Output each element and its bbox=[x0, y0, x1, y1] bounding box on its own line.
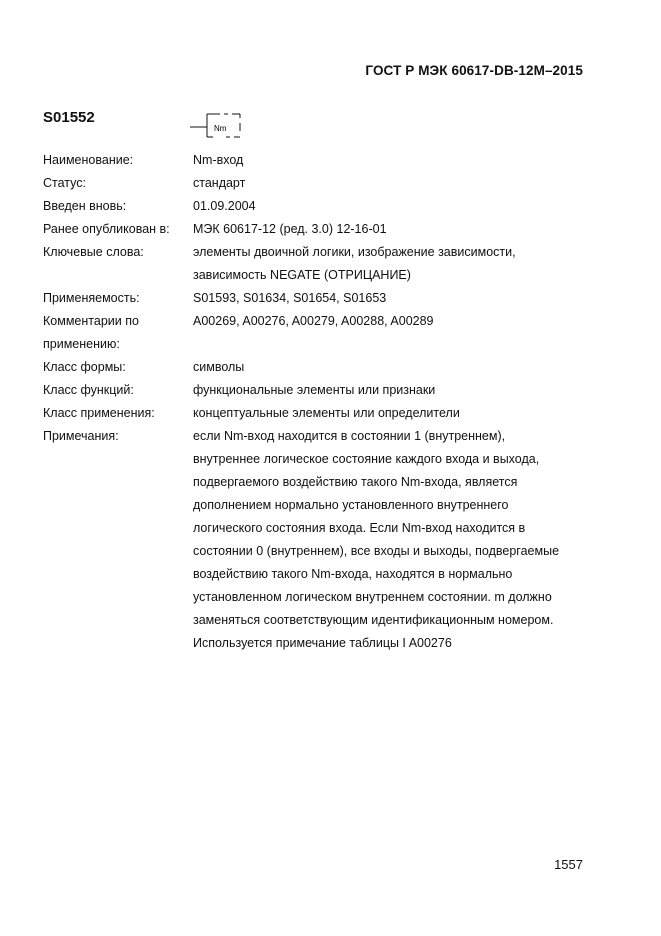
field-published bbox=[43, 218, 603, 241]
field-label: Ранее опубликован в: bbox=[43, 222, 170, 236]
field-value: A00269, A00276, A00279, A00288, A00289 bbox=[193, 314, 434, 328]
field-label: Ключевые слова: bbox=[43, 245, 144, 259]
field-label: Применяемость: bbox=[43, 291, 140, 305]
field-list bbox=[43, 149, 603, 655]
field-value: 01.09.2004 bbox=[193, 199, 256, 213]
standard-title: ГОСТ Р МЭК 60617-DB-12M–2015 bbox=[365, 63, 583, 78]
field-value: если Nm-вход находится в состоянии 1 (внутреннем), внутреннее логическое состояние каждого входа и выхода, подвергаемого воздействию такого Nm-входа, является дополнением нормально установленного внутреннего логического состояния входа. Если Nm-вход находится в состоянии 0 (внутреннем), все входы и выходы, подвергаемые воздействию такого Nm-входа, находятся в нормально установленном логическом внутреннем состоянии. m должно заменяться соответствующим идентификационным номером. Используется примечание таблицы I A00276 bbox=[193, 429, 560, 650]
field-value: элементы двоичной логики, изображение зависимости, зависимость NEGATE (ОТРИЦАНИЕ) bbox=[193, 245, 516, 282]
field-comments bbox=[43, 310, 603, 356]
field-label: Наименование: bbox=[43, 153, 134, 167]
field-label: Комментарии по применению: bbox=[43, 314, 139, 351]
field-value: Nm-вход bbox=[193, 153, 244, 167]
field-label: Класс применения: bbox=[43, 406, 155, 420]
field-value: S01593, S01634, S01654, S01653 bbox=[193, 291, 387, 305]
symbol-code: S01552 bbox=[43, 109, 95, 126]
field-shape-class bbox=[43, 356, 603, 379]
nm-input-symbol-icon bbox=[190, 110, 250, 138]
field-value: функциональные элементы или признаки bbox=[193, 383, 436, 397]
field-function-class bbox=[43, 379, 603, 402]
field-name bbox=[43, 149, 603, 172]
field-label: Статус: bbox=[43, 176, 86, 190]
field-introduced bbox=[43, 195, 603, 218]
field-application-class bbox=[43, 402, 603, 425]
field-notes bbox=[43, 425, 603, 655]
field-value: символы bbox=[193, 360, 245, 374]
field-value: концептуальные элементы или определители bbox=[193, 406, 460, 420]
field-label: Класс формы: bbox=[43, 360, 126, 374]
symbol-label: Nm bbox=[214, 124, 227, 133]
field-value: МЭК 60617-12 (ред. 3.0) 12-16-01 bbox=[193, 222, 387, 236]
field-keywords bbox=[43, 241, 603, 287]
field-label: Введен вновь: bbox=[43, 199, 127, 213]
field-status bbox=[43, 172, 603, 195]
field-label: Примечания: bbox=[43, 429, 119, 443]
field-value: стандарт bbox=[193, 176, 246, 190]
field-applicability bbox=[43, 287, 603, 310]
page-number: 1557 bbox=[554, 857, 583, 872]
field-label: Класс функций: bbox=[43, 383, 134, 397]
